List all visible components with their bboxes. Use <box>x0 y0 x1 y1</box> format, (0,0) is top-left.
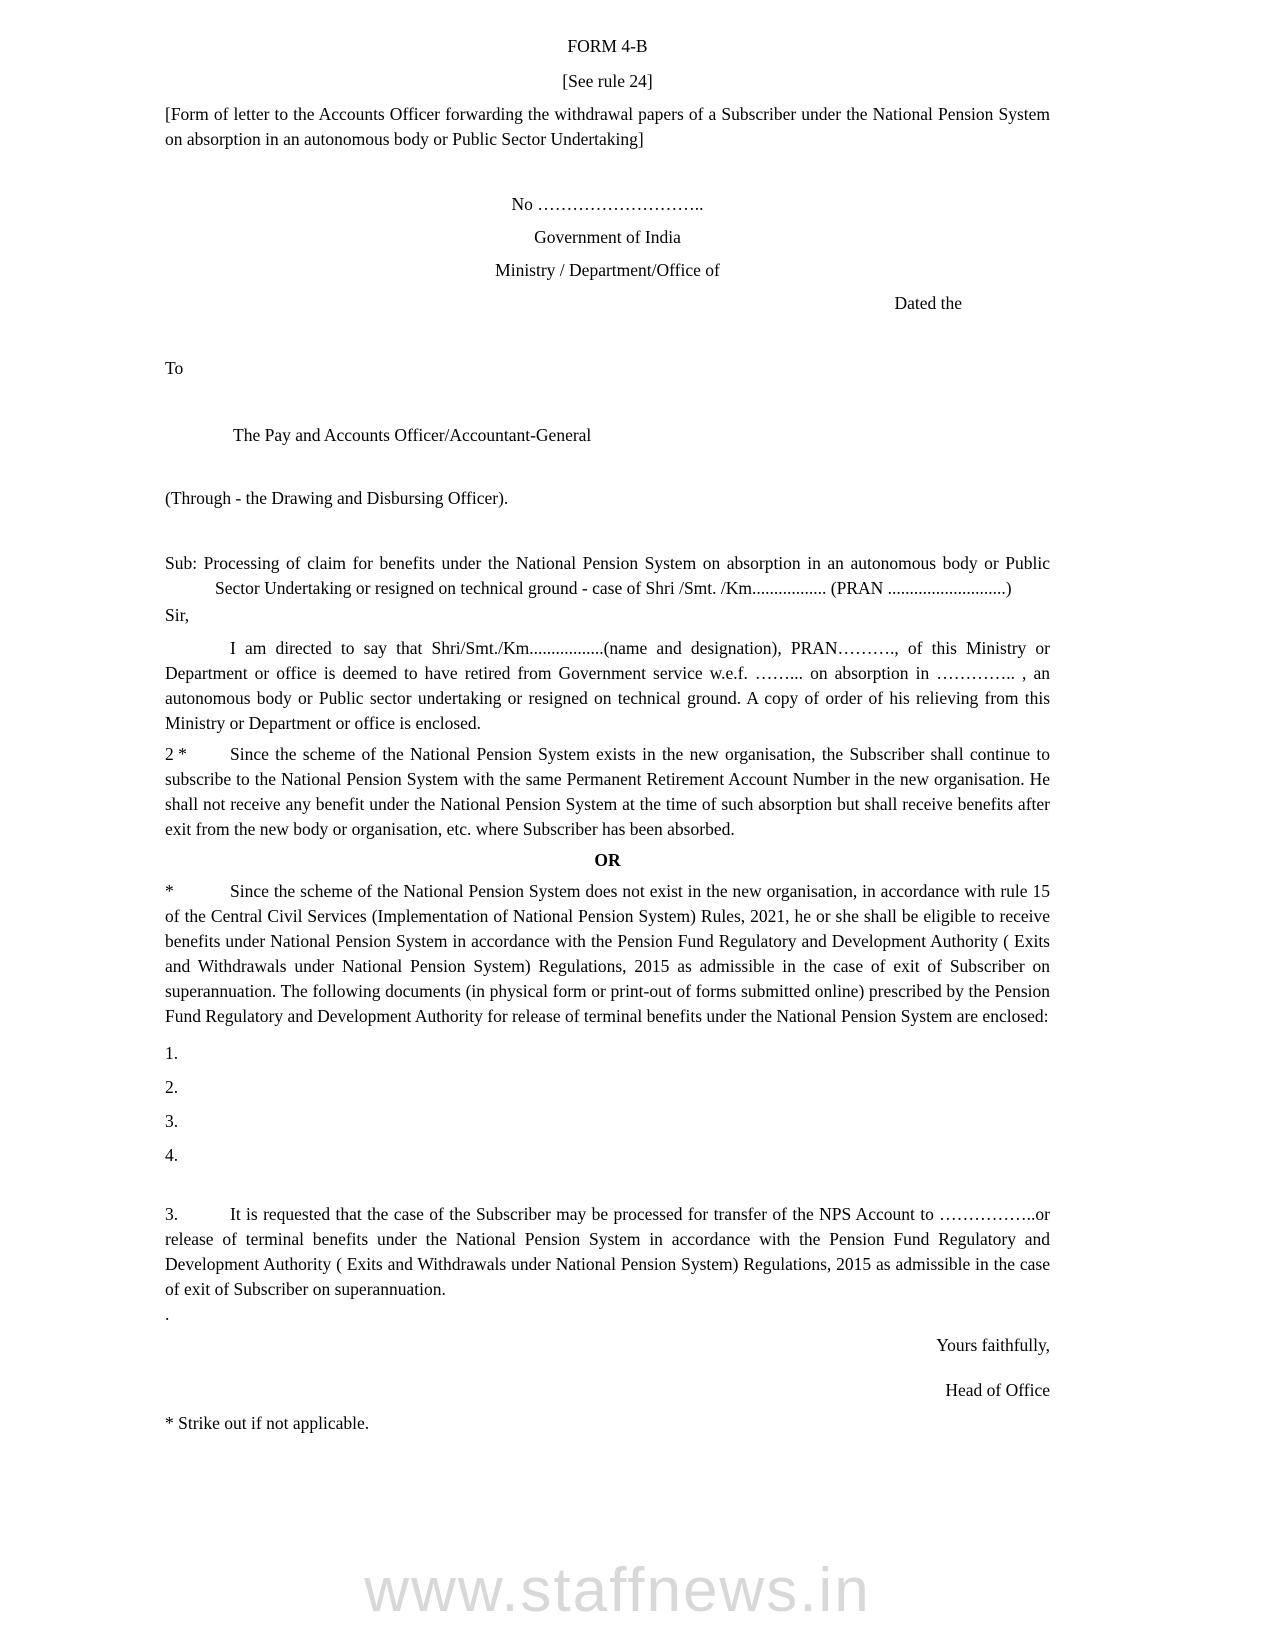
government-line: Government of India <box>534 227 681 247</box>
watermark: www.staffnews.in <box>364 1556 871 1625</box>
letter-number-line: No ……………………….. <box>511 194 704 214</box>
paragraph-marker: * <box>165 881 174 901</box>
salutation: Sir, <box>165 605 190 625</box>
enclosure-list <box>165 1041 1050 1168</box>
paragraph-marker: 2 * <box>165 744 187 764</box>
or-divider: OR <box>594 850 621 870</box>
enclosure-item-2: 2. <box>165 1077 179 1097</box>
dated-line: Dated the <box>894 293 962 313</box>
enclosure-item-1: 1. <box>165 1043 179 1063</box>
paragraph-marker: 3. <box>165 1204 179 1224</box>
body-paragraph-3 <box>165 879 1050 1029</box>
strike-out-footnote: * Strike out if not applicable. <box>165 1413 370 1433</box>
enclosure-item-3: 3. <box>165 1111 179 1131</box>
body-paragraph-2 <box>165 742 1050 842</box>
paragraph-text: I am directed to say that Shri/Smt./Km.................(name and designation), PRAN………., of this Ministry or Department or office is deemed to have retired from Government service w.e.f. ……... on absorption in ………….. , an autonomous body or Public sector undertaking or resigned on technical ground. A copy of order of his relieving from this Ministry or Department or office is enclosed. <box>165 638 1050 733</box>
body-paragraph-1 <box>165 636 1050 736</box>
rule-reference: [See rule 24] <box>562 71 653 91</box>
body-paragraph-4 <box>165 1202 1050 1302</box>
paragraph-text: Since the scheme of the National Pension System exists in the new organisation, the Subscriber shall continue to subscribe to the National Pension System with the same Permanent Retirement Account Number in the new organisation. He shall not receive any benefit under the National Pension System at the time of such absorption but shall receive benefits after exit from the new body or organisation, etc. where Subscriber has been absorbed. <box>165 744 1050 839</box>
ministry-line: Ministry / Department/Office of <box>495 260 720 280</box>
subject-line: Sub: Processing of claim for benefits under the National Pension System on absorption in an autonomous body or Public Sector Undertaking or resigned on technical ground - case of Shri /Smt. /Km................. (PRAN ...........................) <box>165 553 1050 598</box>
signatory-designation: Head of Office <box>945 1380 1050 1400</box>
stray-dot: . <box>165 1304 170 1324</box>
paragraph-text: It is requested that the case of the Subscriber may be processed for transfer of the NPS Account to ……………..or release of terminal benefits under the National Pension System in accordance with the Pension Fund Regulatory and Development Authority ( Exits and Withdrawals under National Pension System) Regulations, 2015 as admissible in the case of exit of Subscriber on superannuation. <box>165 1204 1050 1299</box>
enclosure-item-4: 4. <box>165 1145 179 1165</box>
form-description: [Form of letter to the Accounts Officer forwarding the withdrawal papers of a Subscriber under the National Pension System on absorption in an autonomous body or Public Sector Undertaking] <box>165 104 1050 149</box>
to-label: To <box>165 358 184 378</box>
paragraph-text: Since the scheme of the National Pension System does not exist in the new organisation, in accordance with rule 15 of the Central Civil Services (Implementation of National Pension System) Rules, 2021, he or she shall be eligible to receive benefits under National Pension System in accordance with the Pension Fund Regulatory and Development Authority ( Exits and Withdrawals under National Pension System) Regulations, 2015 as admissible in the case of exit of Subscriber on superannuation. The following documents (in physical form or print-out of forms submitted online) prescribed by the Pension Fund Regulatory and Development Authority for release of terminal benefits under the National Pension System are enclosed: <box>165 881 1050 1026</box>
addressee-line: The Pay and Accounts Officer/Accountant-General <box>233 425 592 445</box>
form-title: FORM 4-B <box>567 36 648 56</box>
through-line: (Through - the Drawing and Disbursing Officer). <box>165 488 509 508</box>
closing-phrase: Yours faithfully, <box>936 1335 1050 1355</box>
